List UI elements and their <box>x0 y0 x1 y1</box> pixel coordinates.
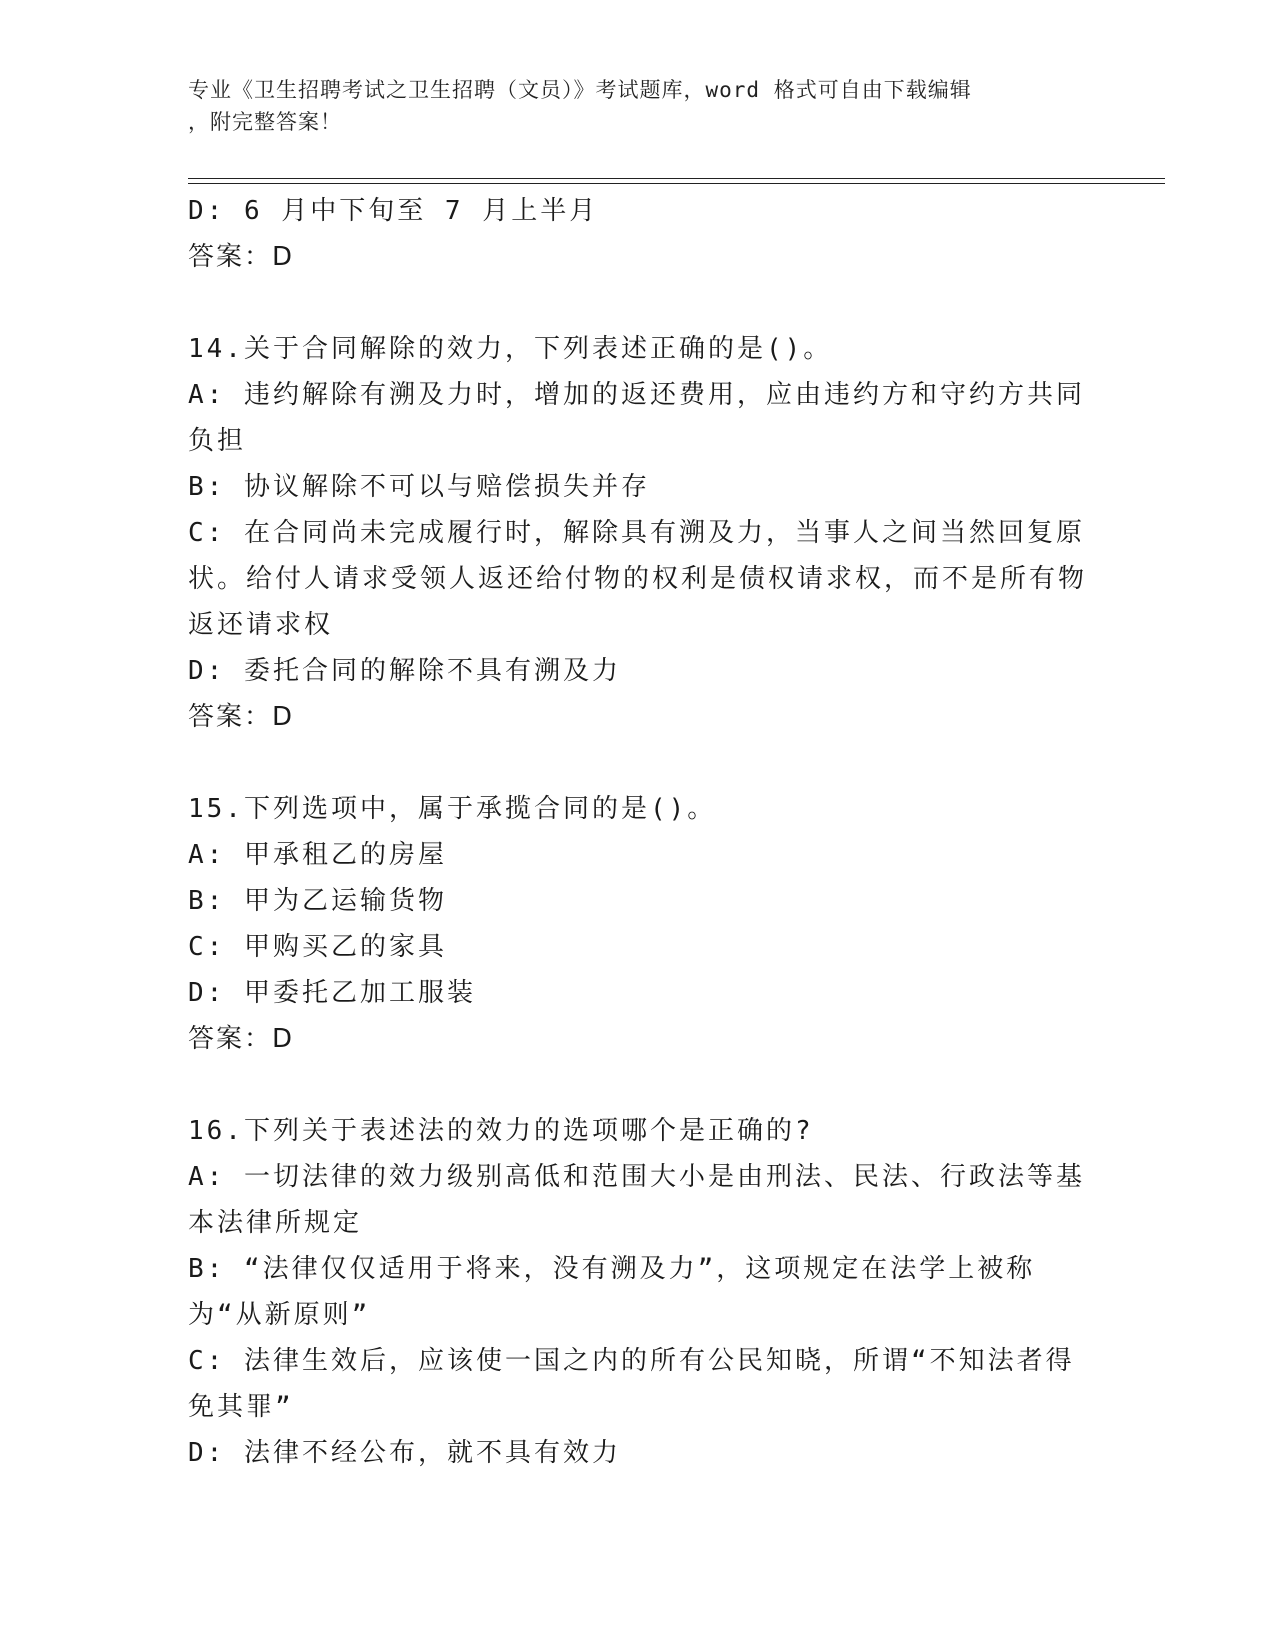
question-stem: 15.下列选项中，属于承揽合同的是()。 <box>188 794 717 824</box>
option-d: D: 法律不经公布，就不具有效力 <box>188 1438 621 1468</box>
question-16 <box>188 1108 1088 1476</box>
question-stem: 14.关于合同解除的效力，下列表述正确的是()。 <box>188 334 833 364</box>
question-13-tail <box>188 188 1088 280</box>
header-line-1: 专业《卫生招聘考试之卫生招聘（文员）》考试题库，word 格式可自由下载编辑 <box>188 78 972 102</box>
option-b: B: 协议解除不可以与赔偿损失并存 <box>188 472 650 502</box>
document-header <box>188 74 1088 138</box>
answer: 答案：D <box>188 1024 295 1054</box>
option-a: A: 一切法律的效力级别高低和范围大小是由刑法、民法、行政法等基本法律所规定 <box>188 1162 1085 1238</box>
option-c: C: 甲购买乙的家具 <box>188 932 447 962</box>
option-c: C: 法律生效后，应该使一国之内的所有公民知晓，所谓“不知法者得免其罪” <box>188 1346 1075 1422</box>
option-c: C: 在合同尚未完成履行时，解除具有溯及力，当事人之间当然回复原状。给付人请求受领人返还给付物的权利是债权请求权，而不是所有物返还请求权 <box>188 518 1088 640</box>
document-body <box>188 188 1088 1476</box>
answer: 答案：D <box>188 242 295 272</box>
question-15 <box>188 786 1088 1062</box>
option-d: D: 甲委托乙加工服装 <box>188 978 476 1008</box>
header-rule-top <box>188 178 1165 179</box>
header-rule-bottom <box>188 183 1165 184</box>
question-stem: 16.下列关于表述法的效力的选项哪个是正确的? <box>188 1116 814 1146</box>
answer: 答案：D <box>188 702 295 732</box>
option-a: A: 甲承租乙的房屋 <box>188 840 447 870</box>
option-a: A: 违约解除有溯及力时，增加的返还费用，应由违约方和守约方共同负担 <box>188 380 1085 456</box>
option-b: B: “法律仅仅适用于将来，没有溯及力”，这项规定在法学上被称为“从新原则” <box>188 1254 1036 1330</box>
header-line-2: ，附完整答案！ <box>188 110 342 134</box>
option-d: D: 委托合同的解除不具有溯及力 <box>188 656 621 686</box>
option-b: B: 甲为乙运输货物 <box>188 886 447 916</box>
option-d: D: 6 月中下旬至 7 月上半月 <box>188 196 599 226</box>
question-14 <box>188 326 1088 740</box>
